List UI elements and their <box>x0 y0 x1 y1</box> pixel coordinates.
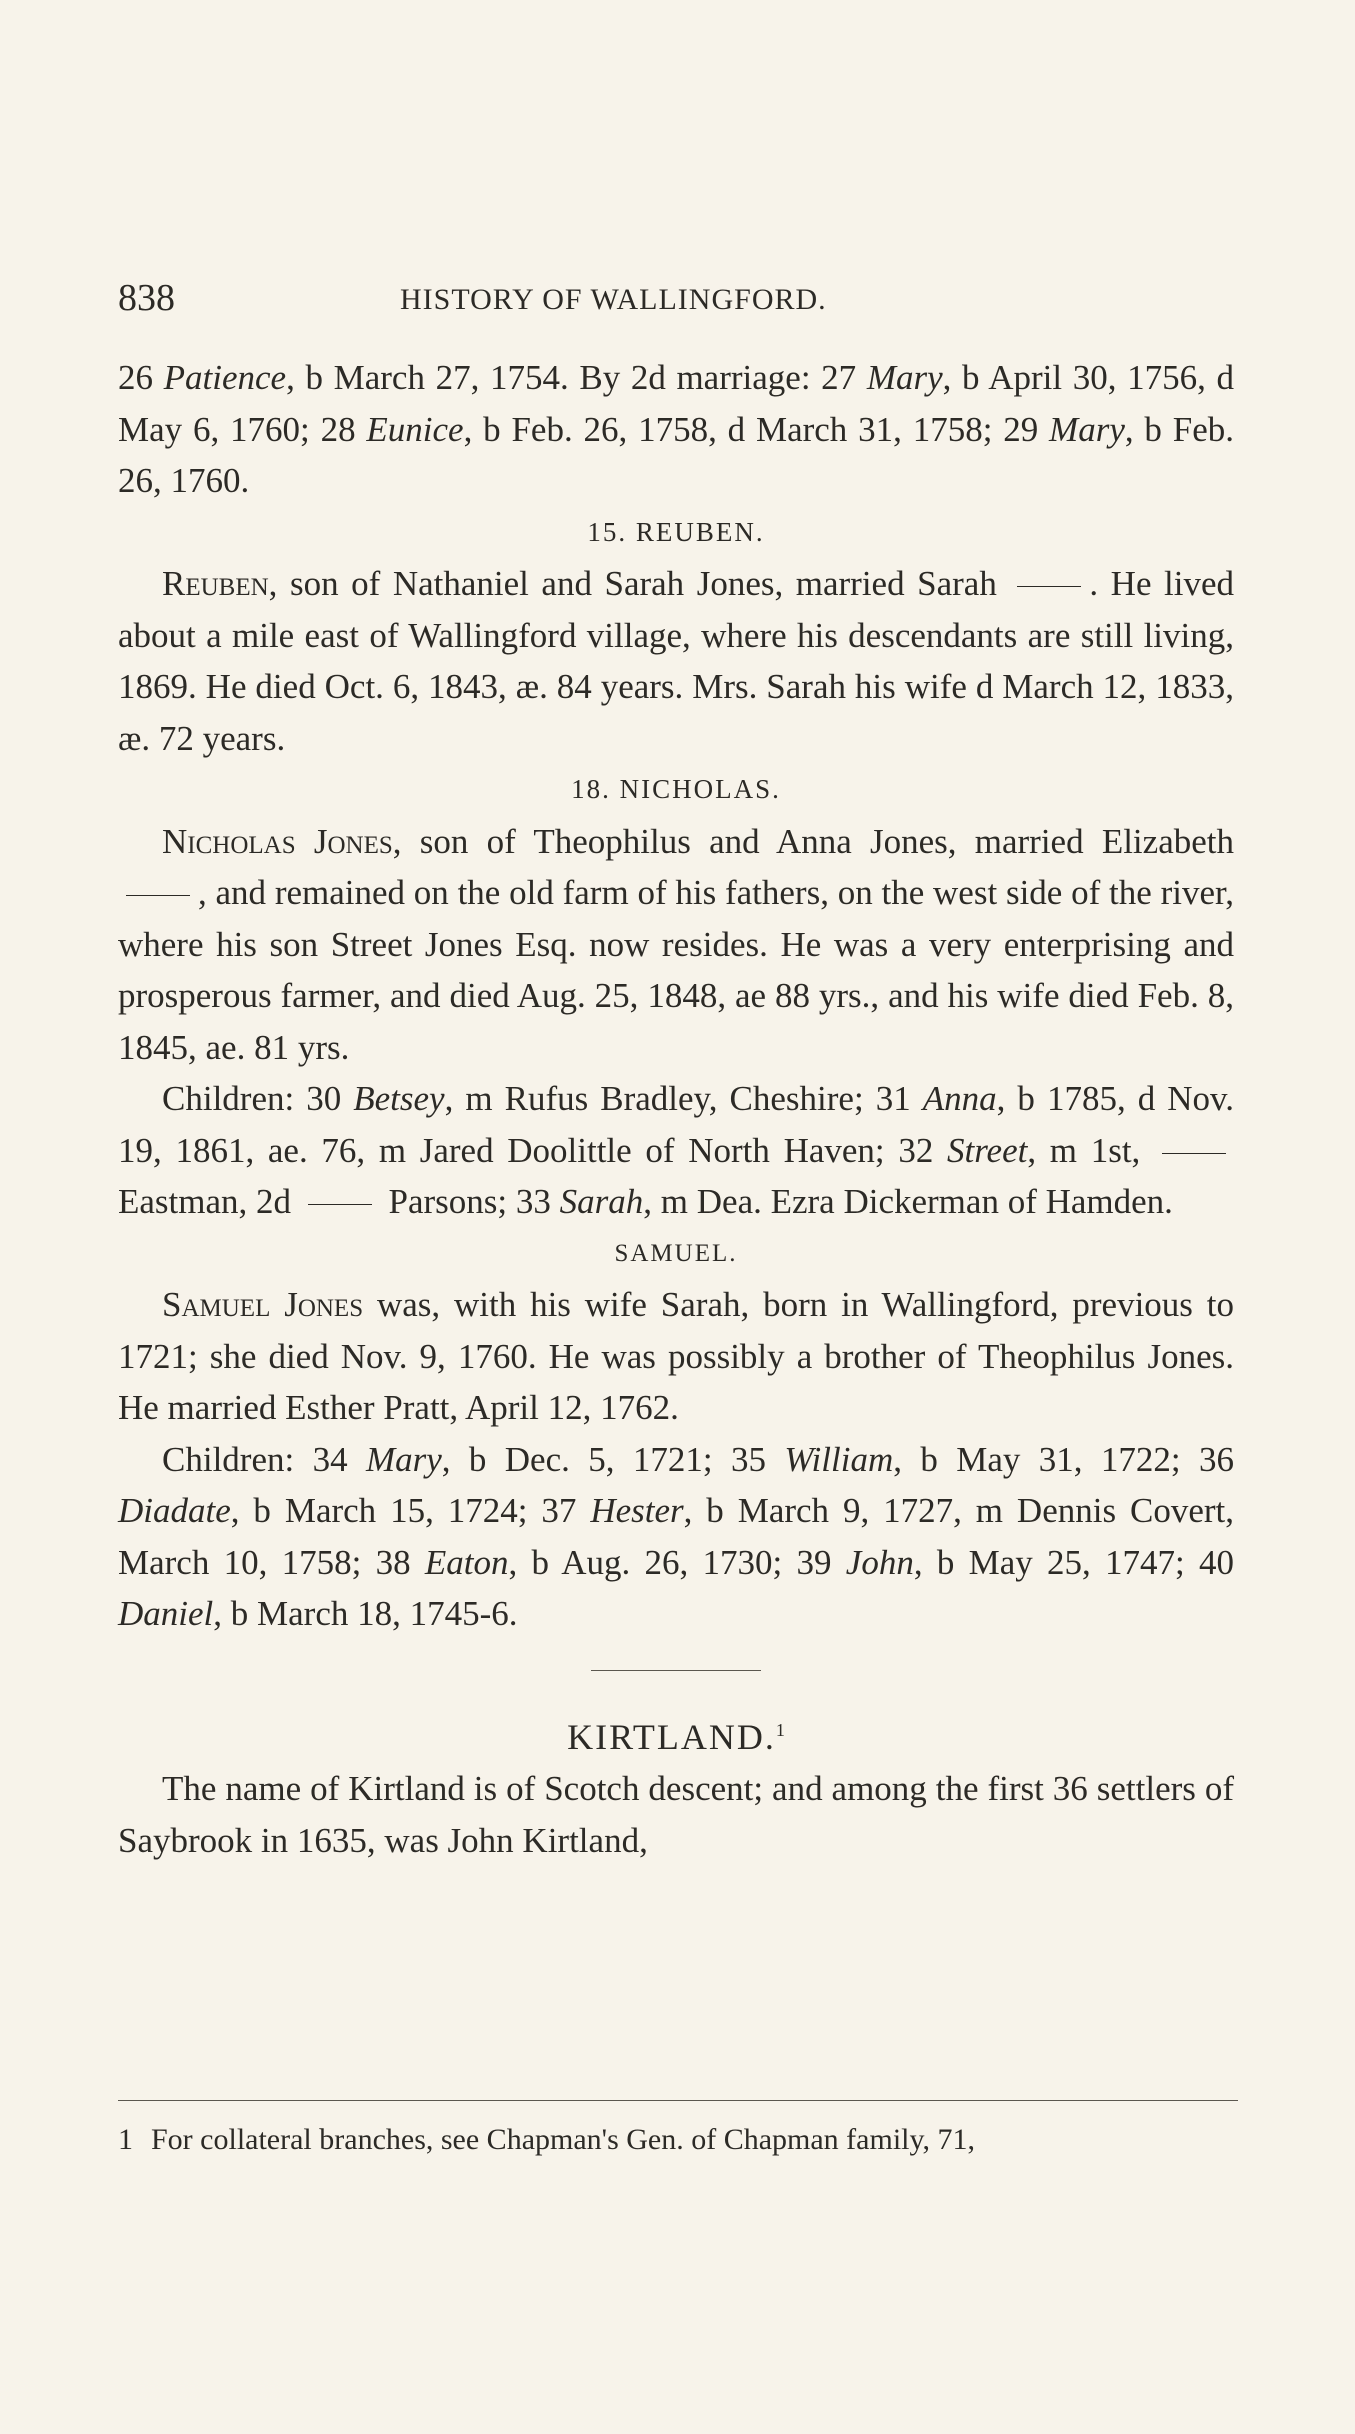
paragraph-kirtland: The name of Kirtland is of Scotch descent; and among the first 36 settlers of Saybrook in 1635, was John Kirtland, <box>118 1769 1234 1860</box>
section-heading-reuben: 15. REUBEN. <box>587 516 765 547</box>
paragraph-nicholas: Nicholas Jones, son of Theophilus and Anna Jones, married Elizabeth , and remained on the old farm of his fathers, on the west side of the river, where his son Street Jones Esq. now resides. He was a very enterprising and prosperous farmer, and died Aug. 25, 1848, ae 88 yrs., and his wife died Feb. 8, 1845, ae. 81 yrs. <box>118 821 1234 1067</box>
page-number: 838 <box>118 277 175 319</box>
section-heading-nicholas: 18. NICHOLAS. <box>571 774 781 804</box>
blank-dash <box>126 895 190 896</box>
paragraph-samuel-children: Children: 34 Mary, b Dec. 5, 1721; 35 William, b May 31, 1722; 36 Diadate, b March 15, 1724; 37 Hester, b March 9, 1727, m Dennis Covert, March 10, 1758; 38 Eaton, b Aug. 26, 1730; 39 John, b May 25, 1747; 40 Daniel, b March 18, 1745-6. <box>118 1439 1234 1633</box>
footnote-reference: 1 <box>775 1719 785 1740</box>
footnote-text: For collateral branches, see Chapman's Gen. of Chapman family, 71, <box>151 2123 976 2156</box>
section-heading-samuel: SAMUEL. <box>614 1239 738 1267</box>
footnote-mark: 1 <box>118 2123 133 2156</box>
section-divider <box>591 1670 761 1671</box>
paragraph-samuel: Samuel Jones was, with his wife Sarah, born in Wallingford, previous to 1721; she died Nov. 9, 1760. He was possibly a brother of Theophilus Jones. He married Esther Pratt, April 12, 1762. <box>118 1285 1235 1427</box>
footnote <box>118 2120 1238 2160</box>
footnote-rule <box>118 2100 1238 2101</box>
section-heading-kirtland: KIRTLAND.$^1$ <box>567 1716 785 1757</box>
blank-dash <box>1162 1153 1226 1154</box>
page-body <box>118 352 1234 1866</box>
paragraph-reuben: Reuben, son of Nathaniel and Sarah Jones, married Sarah . He lived about a mile east of Wallingford village, where his descendants are still living, 1869. He died Oct. 6, 1843, æ. 84 years. Mrs. Sarah his wife d March 12, 1833, æ. 72 years. <box>118 564 1234 758</box>
blank-dash <box>308 1204 372 1205</box>
paragraph-nicholas-children: Children: 30 Betsey, m Rufus Bradley, Cheshire; 31 Anna, b 1785, d Nov. 19, 1861, ae. 76, m Jared Doolittle of North Haven; 32 Street, m 1st, Eastman, 2d Parsons; 33 Sarah, m Dea. Ezra Dickerman of Hamden. <box>118 1079 1234 1221</box>
blank-dash <box>1017 586 1081 587</box>
paragraph-patience: 26 Patience, b March 27, 1754. By 2d marriage: 27 Mary, b April 30, 1756, d May 6, 1760; 28 Eunice, b Feb. 26, 1758, d March 31, 1758; 29 Mary, b Feb. 26, 1760. <box>118 358 1235 500</box>
running-title: HISTORY OF WALLINGFORD. <box>400 283 827 316</box>
